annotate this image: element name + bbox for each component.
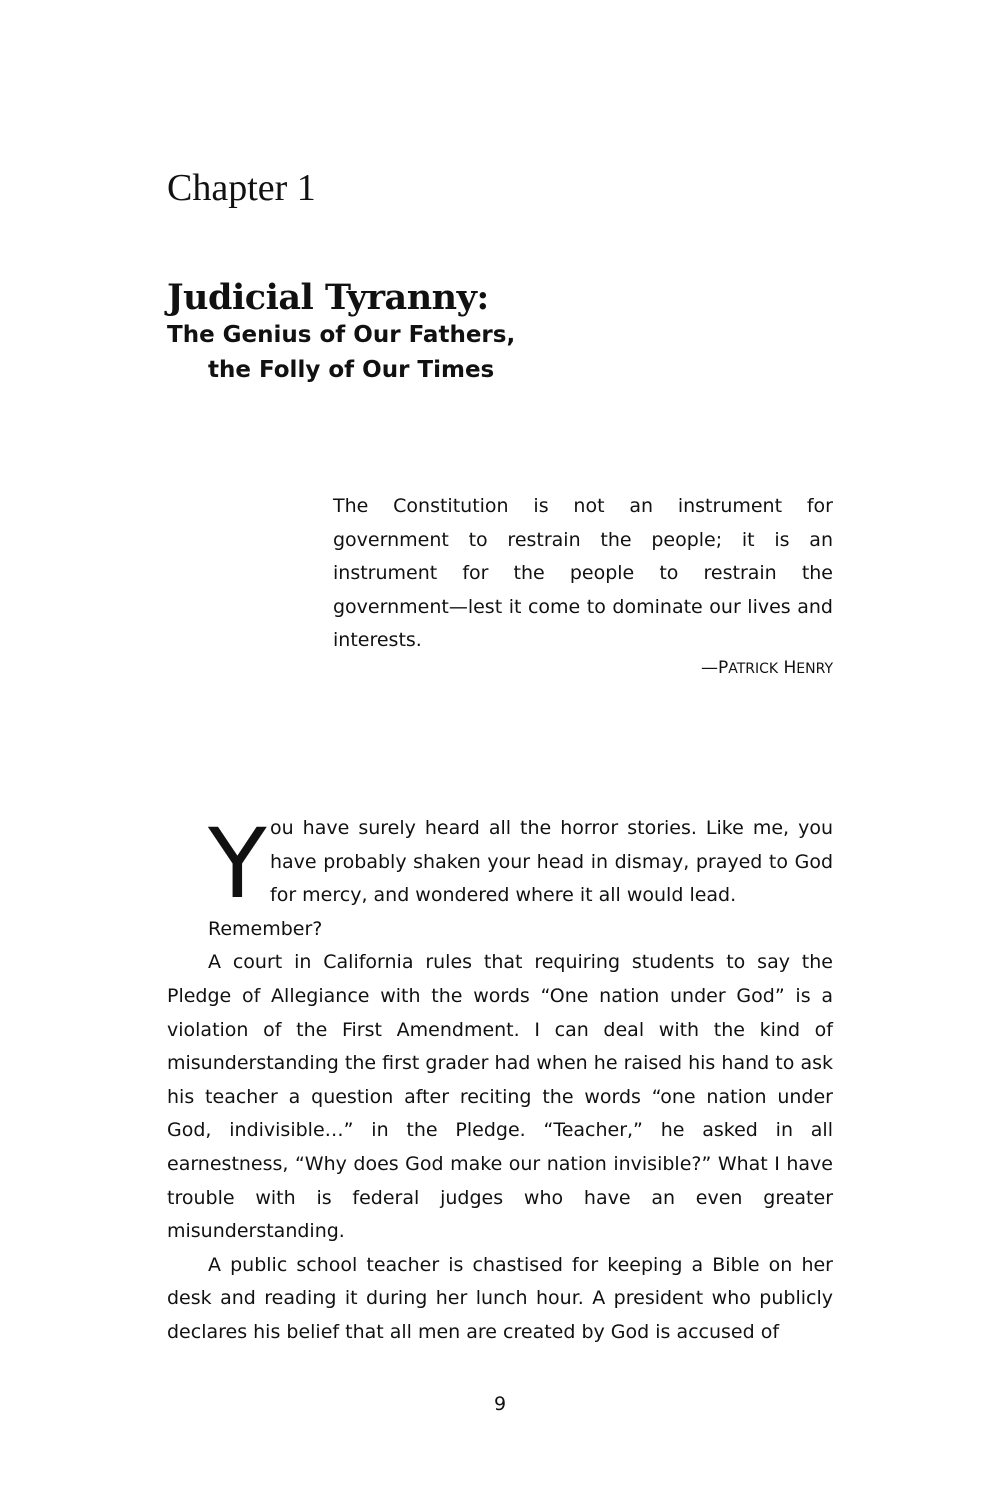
body-text [167, 808, 833, 1350]
chapter-subtitle-line-2: the Folly of Our Times [208, 357, 495, 383]
page-number: 9 [493, 1393, 507, 1415]
chapter-subtitle-line-1: The Genius of Our Fathers, [167, 322, 516, 348]
attribution-dash: — [700, 658, 718, 678]
first-paragraph-end: Remember? [208, 917, 323, 940]
drop-cap: Y [208, 808, 267, 920]
attribution-last-rest: ENRY [796, 661, 833, 677]
attribution-first-rest: ATRICK [728, 661, 779, 677]
attribution-last-initial: H [783, 658, 797, 678]
paragraph-3: A public school teacher is chastised for keeping a Bible on her desk and reading it during her lunch hour. A president who publicly declares his belief that all men are created by God is accused of [167, 1253, 833, 1343]
chapter-title: Judicial Tyranny: [167, 277, 489, 318]
first-paragraph [167, 808, 833, 946]
chapter-label: Chapter 1 [167, 167, 316, 209]
paragraph-2: A court in California rules that requiring students to say the Pledge of Allegiance with the words “One nation under God” is a violation of the First Amendment. I can deal with the kind of misunderstanding the first grader had when he raised his hand to ask his teacher a question after reciting the words “one nation under God, indivisible…” in the Pledge. “Teacher,” he asked in all earnestness, “Why does God make our nation invisible?” What I have trouble with is federal judges who have an even greater misunderstanding. [167, 951, 833, 1243]
epigraph-attribution [333, 655, 833, 682]
first-paragraph-text: ou have surely heard all the horror stories. Like me, you have probably shaken your head in dismay, prayed to God for mercy, and wondered where it all would lead. [270, 817, 833, 907]
chapter-subtitle [167, 318, 515, 388]
attribution-first-initial: P [717, 658, 729, 678]
epigraph-quote: The Constitution is not an instrument for government to restrain the people; it is an instrument for the people to restrain the government—lest it come to dominate our lives and interests. [333, 495, 833, 651]
